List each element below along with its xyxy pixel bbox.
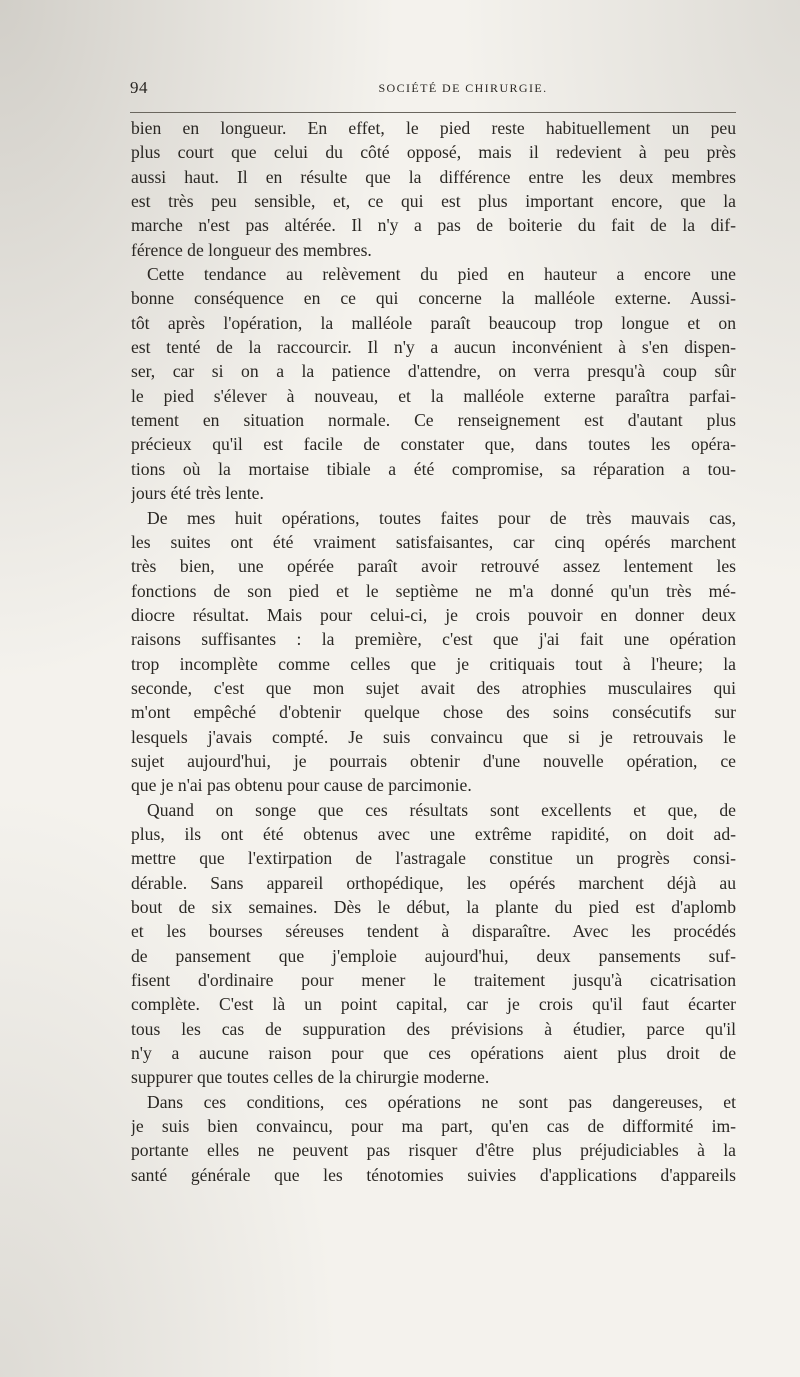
text-line: je suis bien convaincu, pour ma part, qu'en cas de difformité im- bbox=[131, 1116, 736, 1137]
text-line: n'y a aucune raison pour que ces opérations aient plus droit de bbox=[131, 1043, 736, 1064]
paragraph bbox=[131, 1090, 736, 1187]
page-number: 94 bbox=[130, 78, 148, 97]
text-line: sujet aujourd'hui, je pourrais obtenir d'une nouvelle opération, ce bbox=[131, 750, 736, 771]
text-line: suppurer que toutes celles de la chirurgie moderne. bbox=[131, 1067, 490, 1088]
paragraph bbox=[131, 262, 736, 505]
text-line: seconde, c'est que mon sujet avait des atrophies musculaires qui bbox=[131, 677, 736, 698]
text-line: plus court que celui du côté opposé, mais il redevient à peu près bbox=[131, 142, 736, 163]
text-line: précieux qu'il est facile de constater que, dans toutes les opéra- bbox=[131, 434, 736, 455]
text-line: Quand on songe que ces résultats sont excellents et que, de bbox=[147, 799, 736, 820]
text-line: le pied s'élever à nouveau, et la malléole externe paraîtra parfai- bbox=[131, 385, 736, 406]
page-header bbox=[130, 78, 736, 102]
text-line: mettre que l'extirpation de l'astragale constitue un progrès consi- bbox=[131, 848, 736, 869]
text-line: trop incomplète comme celles que je critiquais tout à l'heure; la bbox=[131, 653, 736, 674]
paragraph bbox=[131, 798, 736, 1090]
text-line: De mes huit opérations, toutes faites pour de très mauvais cas, bbox=[147, 507, 736, 528]
text-line: bout de six semaines. Dès le début, la plante du pied est d'aplomb bbox=[131, 897, 736, 917]
running-head: SOCIÉTÉ DE CHIRURGIE. bbox=[378, 81, 548, 95]
text-line: santé générale que les ténotomies suivies d'applications d'appareils bbox=[131, 1164, 736, 1185]
text-line: m'ont empêché d'obtenir quelque chose des soins consécutifs sur bbox=[131, 702, 736, 723]
text-line: fisent d'ordinaire pour mener le traitement jusqu'à cicatrisation bbox=[131, 970, 736, 991]
text-line: que je n'ai pas obtenu pour cause de parcimonie. bbox=[131, 775, 472, 796]
text-line: portante elles ne peuvent pas risquer d'être plus préjudiciables à la bbox=[131, 1140, 736, 1161]
text-line: Cette tendance au relèvement du pied en hauteur a encore une bbox=[147, 264, 736, 285]
text-line: Dans ces conditions, ces opérations ne sont pas dangereuses, et bbox=[147, 1091, 736, 1112]
body-text bbox=[131, 116, 736, 1187]
text-line: plus, ils ont été obtenus avec une extrême rapidité, on doit ad- bbox=[131, 823, 736, 844]
text-line: marche n'est pas altérée. Il n'y a pas de boiterie du fait de la dif- bbox=[131, 215, 736, 236]
text-line: diocre résultat. Mais pour celui-ci, je crois pouvoir en donner deux bbox=[131, 604, 736, 625]
text-line: tôt après l'opération, la malléole paraît beaucoup trop longue et on bbox=[131, 312, 736, 333]
text-line: est tenté de la raccourcir. Il n'y a aucun inconvénient à s'en dispen- bbox=[131, 337, 736, 358]
text-line: férence de longueur des membres. bbox=[131, 239, 372, 260]
text-line: est très peu sensible, et, ce qui est plus important encore, que la bbox=[131, 191, 736, 212]
paragraph bbox=[131, 506, 736, 798]
text-line: de pansement que j'emploie aujourd'hui, deux pansements suf- bbox=[131, 945, 736, 966]
text-line: aussi haut. Il en résulte que la différence entre les deux membres bbox=[131, 166, 736, 187]
text-line: tions où la mortaise tibiale a été compromise, sa réparation a tou- bbox=[131, 458, 736, 479]
text-line: tement en situation normale. Ce renseignement est d'autant plus bbox=[131, 410, 736, 431]
header-rule bbox=[130, 112, 736, 113]
text-line: raisons suffisantes : la première, c'est que j'ai fait une opération bbox=[131, 629, 736, 650]
text-line: complète. C'est là un point capital, car je crois qu'il faut écarter bbox=[131, 994, 736, 1015]
paragraph bbox=[131, 116, 736, 262]
text-line: ser, car si on a la patience d'attendre, on verra presqu'à coup sûr bbox=[131, 361, 736, 382]
text-line: dérable. Sans appareil orthopédique, les opérés marchent déjà au bbox=[131, 872, 736, 893]
text-line: et les bourses séreuses tendent à disparaître. Avec les procédés bbox=[131, 921, 736, 942]
text-line: fonctions de son pied et le septième ne m'a donné qu'un très mé- bbox=[131, 580, 736, 601]
text-line: bien en longueur. En effet, le pied reste habituellement un peu bbox=[131, 118, 736, 138]
text-line: bonne conséquence en ce qui concerne la malléole externe. Aussi- bbox=[131, 288, 736, 309]
text-line: jours été très lente. bbox=[131, 483, 264, 504]
text-line: tous les cas de suppuration des prévisions à étudier, parce qu'il bbox=[131, 1018, 736, 1039]
text-line: les suites ont été vraiment satisfaisantes, car cinq opérés marchent bbox=[131, 531, 736, 552]
text-line: très bien, une opérée paraît avoir retrouvé assez lentement les bbox=[131, 556, 736, 577]
text-line: lesquels j'avais compté. Je suis convaincu que si je retrouvais le bbox=[131, 726, 736, 747]
